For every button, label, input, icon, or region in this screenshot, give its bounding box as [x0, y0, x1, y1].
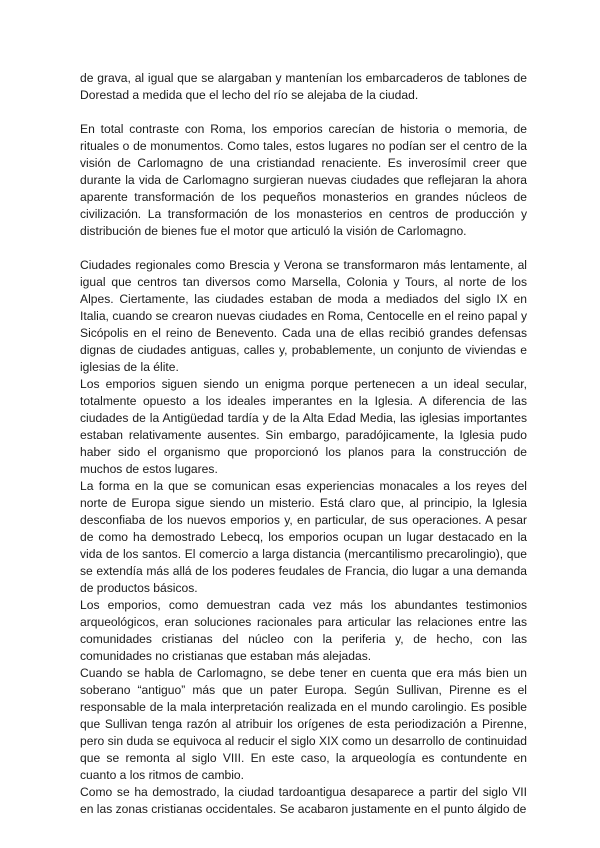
paragraph: Los emporios siguen siendo un enigma porque pertenecen a un ideal secular, totalmente opuesto a los ideales imperantes en la Iglesia. A diferencia de las ciudades de la Antigüedad tardía y de la Alta Edad Media, las iglesias importantes estaban relativamente ausentes. Sin embargo, paradójicamente, la Iglesia pudo haber sido el organismo que proporcionó los planos para la construcción de muchos de estos lugares.	[80, 377, 527, 476]
paragraph: La forma en la que se comunican esas experiencias monacales a los reyes del norte de Europa sigue siendo un misterio. Está claro que, al principio, la Iglesia desconfiaba de los nuevos emporios y, en particular, de sus operaciones. A pesar de como ha demostrado Lebecq, los emporios ocupan un lugar destacado en la vida de los santos. El comercio a larga distancia (mercantilismo precarolingio), que se extendía más allá de los poderes feudales de Francia, dio lugar a una demanda de productos básicos.	[80, 479, 527, 595]
paragraph: Ciudades regionales como Brescia y Verona se transformaron más lentamente, al igual que centros tan diversos como Marsella, Colonia y Tours, al norte de los Alpes. Ciertamente, las ciudades estaban de moda a mediados del siglo IX en Italia, cuando se crearon nuevas ciudades en Roma, Centocelle en el reino papal y Sicópolis en el reino de Benevento. Cada una de ellas recibió grandes defensas dignas de ciudades antiguas, calles y, probablemente, un conjunto de viviendas e iglesias de la élite.	[80, 258, 527, 374]
paragraph: Los emporios, como demuestran cada vez más los abundantes testimonios arqueológicos, eran soluciones racionales para articular las relaciones entre las comunidades cristianas del núcleo con la periferia y, de hecho, con las comunidades no cristianas que estaban más alejadas.	[80, 598, 527, 663]
paragraph: Como se ha demostrado, la ciudad tardoantigua desaparece a partir del siglo VII en las zonas cristianas occidentales. Se acabaron justamente en el punto álgido de	[80, 785, 527, 816]
body-text	[80, 70, 527, 818]
paragraph: de grava, al igual que se alargaban y mantenían los embarcaderos de tablones de Dorestad a medida que el lecho del río se alejaba de la ciudad.	[80, 71, 527, 102]
paragraph: En total contraste con Roma, los emporios carecían de historia o memoria, de rituales o de monumentos. Como tales, estos lugares no podían ser el centro de la visión de Carlomagno de una cristiandad renaciente. Es inverosímil creer que durante la vida de Carlomagno surgieran nuevas ciudades que reflejaran la ahora aparente transformación de los pequeños monasterios en grandes núcleos de civilización. La transformación de los monasterios en centros de producción y distribución de bienes fue el motor que articuló la visión de Carlomagno.	[80, 122, 527, 238]
paragraph: Cuando se habla de Carlomagno, se debe tener en cuenta que era más bien un soberano “antiguo” más que un pater Europa. Según Sullivan, Pirenne es el responsable de la mala interpretación realizada en el mundo carolingio. Es posible que Sullivan tenga razón al atribuir los orígenes de esta periodización a Pirenne, pero sin duda se equivoca al reducir el siglo XIX como un desarrollo de continuidad que se remonta al siglo VIII. En este caso, la arqueología es contundente en cuanto a los ritmos de cambio.	[80, 666, 527, 782]
